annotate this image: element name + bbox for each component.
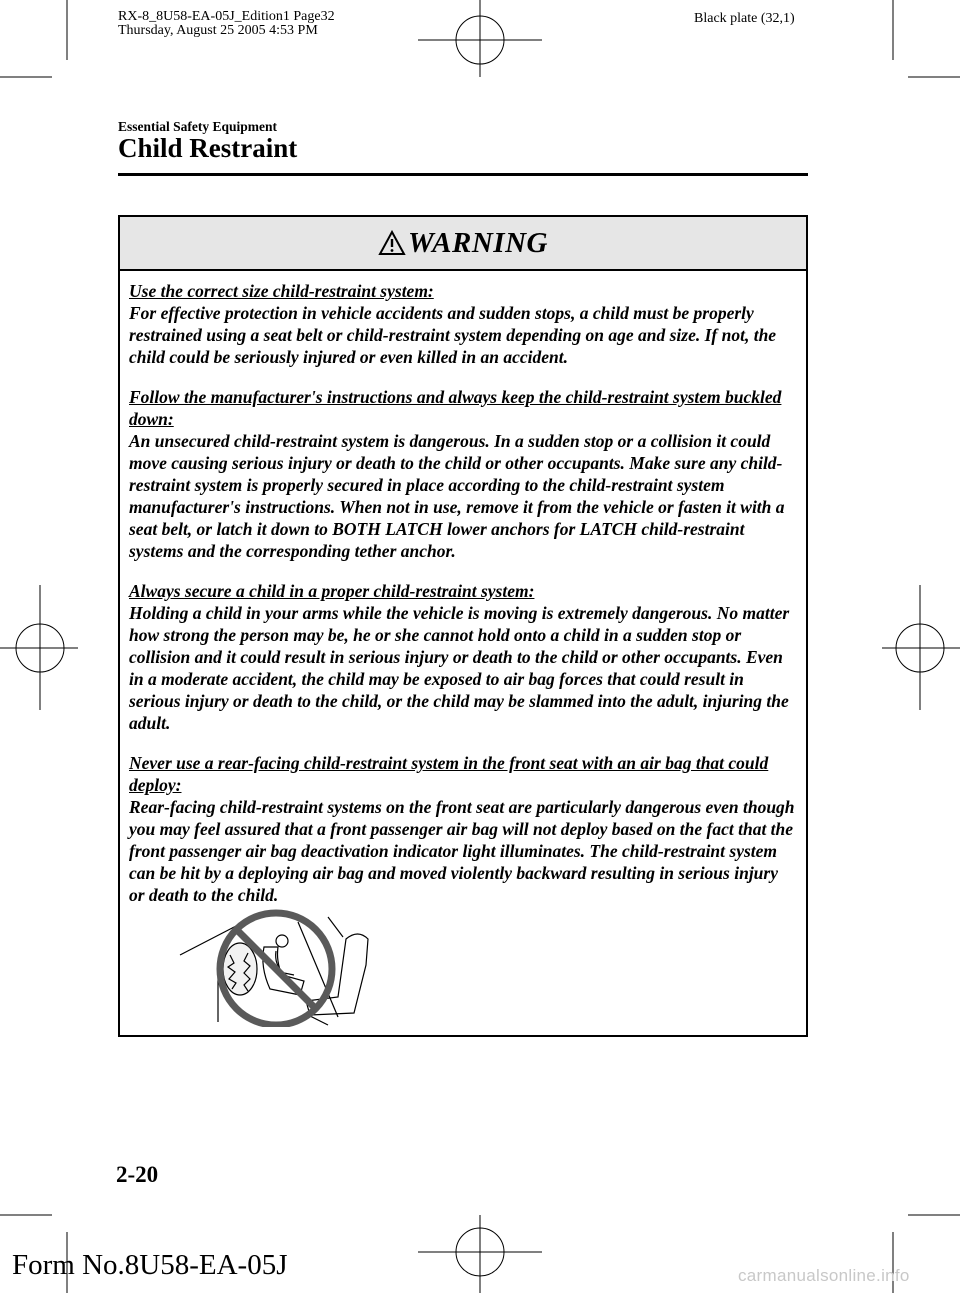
rear-facing-seat-prohibited-illustration xyxy=(178,897,378,1027)
paragraph-text: An unsecured child-restraint system is dangerous. In a sudden stop or a collision it could move causing serious injury or death to the child or other occupants. Make sure any child-restraint system is properly secured in place according to the child-restraint system manufacturer's instructions. When not in use, remove it from the vehicle or fasten it with a seat belt, or latch it down to BOTH LATCH lower anchors for LATCH child-restraint systems and the corresponding tether anchor. xyxy=(129,431,785,561)
warning-paragraph xyxy=(129,386,797,562)
page-number: 2-20 xyxy=(116,1162,159,1187)
warning-header xyxy=(120,217,806,271)
watermark: carmanualsonline.info xyxy=(738,1266,910,1285)
warning-triangle-icon xyxy=(378,230,406,256)
warning-paragraph xyxy=(129,280,797,368)
paragraph-heading: Follow the manufacturer's instructions and always keep the child-restraint system buckled down: xyxy=(129,387,782,429)
paragraph-heading: Never use a rear-facing child-restraint system in the front seat with an air bag that could deploy: xyxy=(129,753,769,795)
paragraph-heading: Always secure a child in a proper child-restraint system: xyxy=(129,581,535,601)
print-info xyxy=(118,10,335,38)
page-title: Child Restraint xyxy=(118,133,298,163)
warning-paragraph xyxy=(129,580,797,734)
paragraph-text: Rear-facing child-restraint systems on the front seat are particularly dangerous even though you may feel assured that a front passenger air bag will not deploy based on the fact that the front passenger air bag deactivation indicator light illuminates. The child-restraint system can be hit by a deploying air bag and moved violently backward resulting in serious injury or death to the child. xyxy=(129,797,795,905)
warning-paragraph xyxy=(129,752,797,906)
section-label: Essential Safety Equipment xyxy=(118,119,278,134)
print-info-line2: Thursday, August 25 2005 4:53 PM xyxy=(118,23,318,38)
print-info-line1: RX-8_8U58-EA-05J_Edition1 Page32 xyxy=(118,9,335,24)
plate-label: Black plate (32,1) xyxy=(694,11,795,26)
paragraph-heading: Use the correct size child-restraint system: xyxy=(129,281,434,301)
warning-box xyxy=(118,215,808,1037)
paragraph-text: For effective protection in vehicle accidents and sudden stops, a child must be properly restrained using a seat belt or child-restraint system depending on age and size. If not, the child could be seriously injured or even killed in an accident. xyxy=(129,303,777,367)
form-number: Form No.8U58-EA-05J xyxy=(12,1249,288,1281)
paragraph-text: Holding a child in your arms while the vehicle is moving is extremely dangerous. No matter how strong the person may be, he or she cannot hold onto a child in a sudden stop or collision and it could result in serious injury or death to the child or other occupants. Even in a moderate accident, the child may be exposed to air bag forces that could result in serious injury or death to the child, or the child may be slammed into the adult, injuring the adult. xyxy=(129,603,790,733)
warning-body xyxy=(120,271,806,906)
warning-title: WARNING xyxy=(408,226,548,259)
title-rule xyxy=(118,173,808,176)
